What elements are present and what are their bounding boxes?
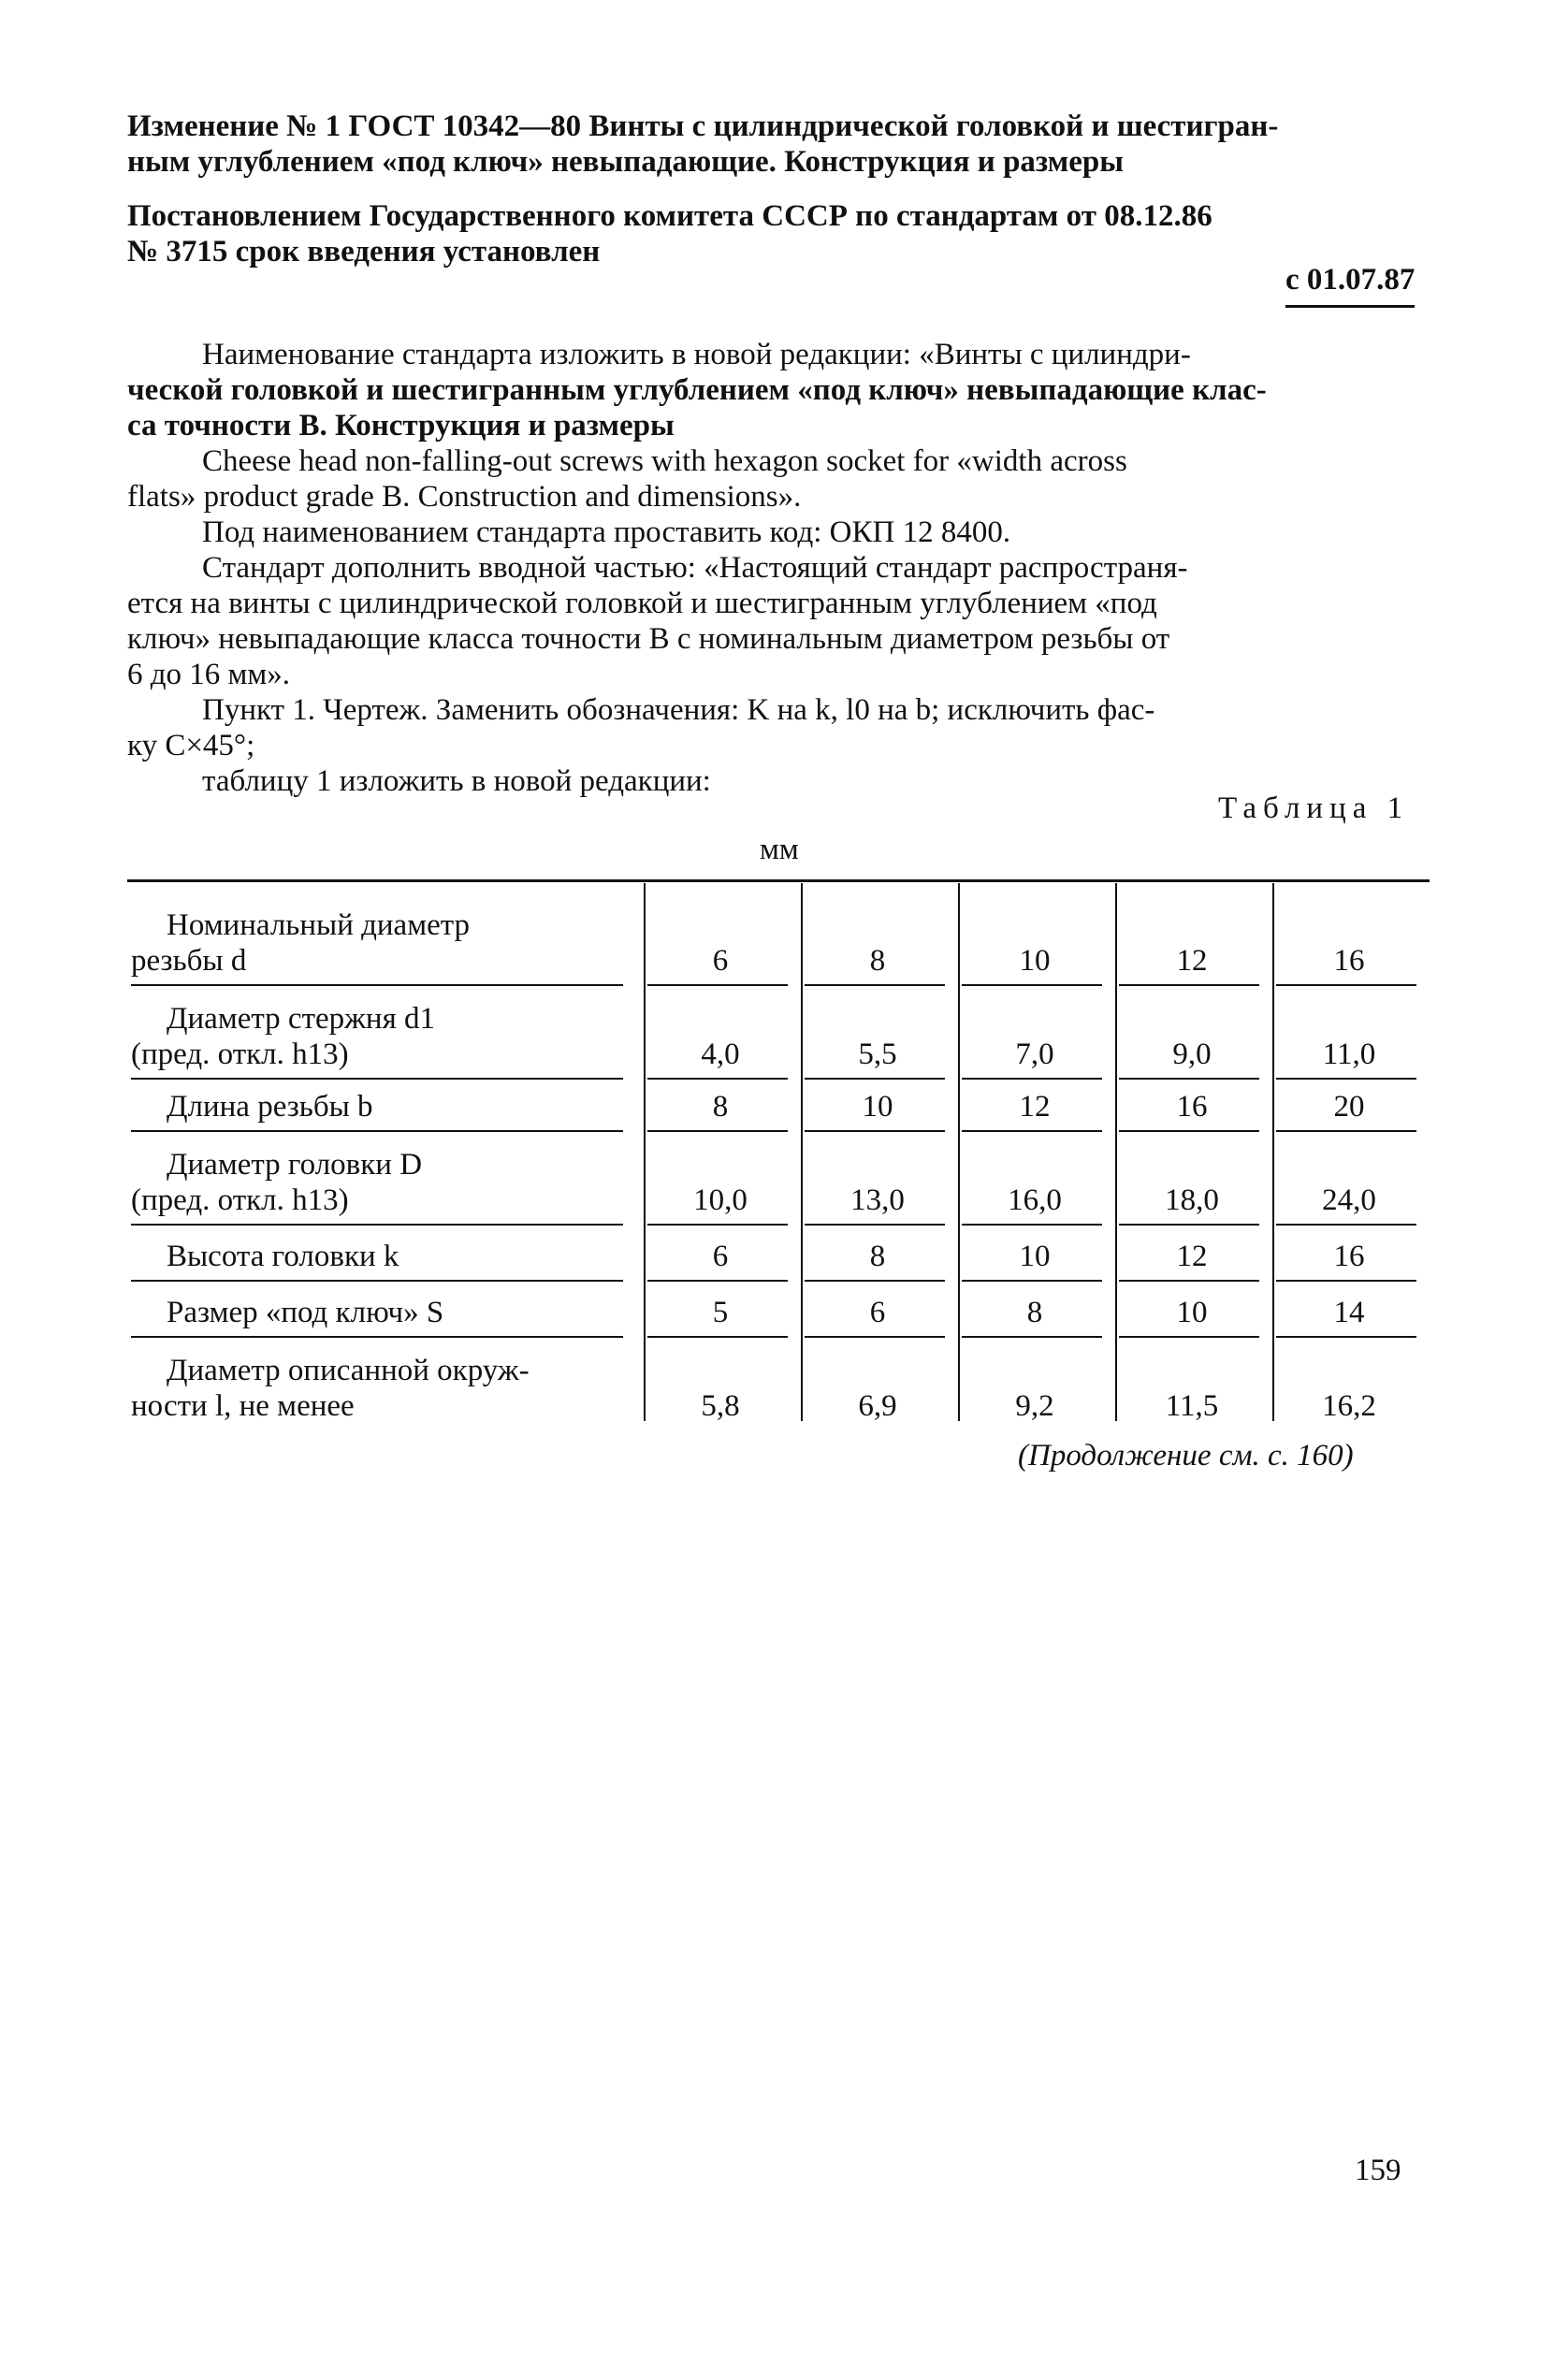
- okp-code-line: Под наименованием стандарта проставить код: ОКП 12 8400.: [202, 515, 1011, 549]
- table-row-label: [131, 1147, 617, 1218]
- paragraph-line: таблицу 1 изложить в новой редакции:: [202, 764, 711, 798]
- table-cell: 6,9: [858, 1389, 897, 1423]
- table-cell: 8: [1026, 1296, 1043, 1329]
- table-row-label: [131, 1353, 617, 1424]
- row-label-line: (пред. откл. h13): [131, 1183, 349, 1217]
- table-row-rule: [1276, 1280, 1416, 1282]
- table-cell: 11,5: [1165, 1389, 1219, 1423]
- table-cell: 20: [1333, 1090, 1365, 1124]
- row-label-line: (пред. откл. h13): [131, 1037, 349, 1071]
- table-row-label: [131, 1239, 617, 1274]
- table-row-rule: [805, 1130, 945, 1132]
- row-label-line: Высота головки k: [167, 1240, 399, 1273]
- paragraph-line: Стандарт дополнить вводной частью: «Настоящий стандарт распространя-: [202, 551, 1188, 585]
- table-row-rule: [1119, 1078, 1259, 1080]
- row-label-line: Диаметр описанной окруж-: [167, 1354, 530, 1387]
- paragraph-line: Пункт 1. Чертеж. Заменить обозначения: K на k, l0 на b; исключить фас-: [202, 693, 1155, 727]
- table-row-rule: [1119, 1336, 1259, 1338]
- row-label-line: Размер «под ключ» S: [167, 1296, 444, 1329]
- table-row-rule: [131, 1336, 623, 1338]
- table-row-label: [131, 1001, 617, 1072]
- table-row-label: [131, 907, 617, 979]
- table-row-rule: [805, 984, 945, 986]
- paragraph-line: 6 до 16 мм».: [127, 658, 291, 691]
- table-row-rule: [962, 984, 1102, 986]
- table-row-rule: [131, 1078, 623, 1080]
- table-row-rule: [1119, 1224, 1259, 1226]
- table-cell: 12: [1019, 1090, 1051, 1124]
- title-line-1: Изменение № 1 ГОСТ 10342—80 Винты с цилиндрической головкой и шестигран-: [127, 109, 1279, 143]
- table-cell: 10: [1019, 944, 1051, 978]
- table-row-rule: [131, 1130, 623, 1132]
- paragraph-line: са точности В. Конструкция и размеры: [127, 409, 675, 443]
- table-row-rule: [962, 1280, 1102, 1282]
- decree-line-1: Постановлением Государственного комитета СССР по стандартам от 08.12.86: [127, 199, 1212, 233]
- row-label-line: ности l, не менее: [131, 1389, 355, 1423]
- table-row-rule: [962, 1130, 1102, 1132]
- decree-line-2: № 3715 срок введения установлен: [127, 235, 601, 268]
- paragraph-line: ческой головкой и шестигранным углублением «под ключ» невыпадающие клас-: [127, 373, 1267, 407]
- row-label-line: Номинальный диаметр: [167, 908, 471, 942]
- english-title-line: flats» product grade B. Construction and dimensions».: [127, 480, 802, 514]
- table-cell: 16: [1333, 944, 1365, 978]
- table-row-rule: [962, 1336, 1102, 1338]
- row-label-line: Диаметр стержня d1: [167, 1002, 436, 1036]
- table-row-label: [131, 1295, 617, 1330]
- table-cell: 18,0: [1165, 1183, 1219, 1217]
- table-row-rule: [1119, 1130, 1259, 1132]
- table-cell: 5,5: [858, 1037, 897, 1071]
- table-row-rule: [1119, 1280, 1259, 1282]
- title-line-2: ным углублением «под ключ» невыпадающие. Конструкция и размеры: [127, 145, 1124, 179]
- paragraph-line: ется на винты с цилиндрической головкой и шестигранным углублением «под: [127, 587, 1157, 620]
- table-cell: 16,0: [1008, 1183, 1062, 1217]
- title-rename-text: Наименование стандарта изложить в новой редакции: «Винты с цилиндри-: [202, 338, 1191, 371]
- table-cell: 6: [712, 1240, 729, 1273]
- table-row-rule: [805, 1280, 945, 1282]
- table-row-rule: [647, 1280, 788, 1282]
- table-row-rule: [962, 1224, 1102, 1226]
- effective-date: с 01.07.87: [1285, 262, 1415, 308]
- paragraph-line: ку C×45°;: [127, 729, 255, 762]
- row-label-line: Диаметр головки D: [167, 1148, 423, 1182]
- table-cell: 8: [712, 1090, 729, 1124]
- table-row-rule: [131, 1280, 623, 1282]
- english-title-line: Cheese head non-falling-out screws with hexagon socket for «width across: [202, 444, 1127, 478]
- table-caption: Таблица 1: [1218, 791, 1410, 825]
- table-row-rule: [1276, 1130, 1416, 1132]
- row-label-line: резьбы d: [131, 944, 247, 978]
- table-unit: мм: [760, 833, 799, 866]
- table-cell: 9,0: [1172, 1037, 1212, 1071]
- table-cell: 16: [1333, 1240, 1365, 1273]
- table-cell: 7,0: [1015, 1037, 1054, 1071]
- table-cell: 6: [712, 944, 729, 978]
- table-cell: 10: [862, 1090, 893, 1124]
- table-cell: 8: [869, 1240, 886, 1273]
- table-cell: 10: [1176, 1296, 1208, 1329]
- table-cell: 9,2: [1015, 1389, 1054, 1423]
- table-row-rule: [1119, 984, 1259, 986]
- table-cell: 12: [1176, 1240, 1208, 1273]
- table-cell: 10: [1019, 1240, 1051, 1273]
- decree-block: [127, 198, 1430, 269]
- table-row-rule: [131, 984, 623, 986]
- amendment-title: [127, 109, 1430, 180]
- table-row-rule: [805, 1224, 945, 1226]
- table-row-rule: [647, 1336, 788, 1338]
- table-row-rule: [647, 1130, 788, 1132]
- page-number: 159: [1355, 2154, 1401, 2187]
- table-cell: 12: [1176, 944, 1208, 978]
- table-row-rule: [1276, 1224, 1416, 1226]
- table-cell: 16,2: [1322, 1389, 1376, 1423]
- table-row-rule: [1276, 984, 1416, 986]
- table-row-rule: [1276, 1078, 1416, 1080]
- table-cell: 4,0: [701, 1037, 740, 1071]
- table-cell: 16: [1176, 1090, 1208, 1124]
- table-row-rule: [805, 1336, 945, 1338]
- table-row-rule: [647, 1078, 788, 1080]
- table-cell: 10,0: [693, 1183, 748, 1217]
- table-cell: 24,0: [1322, 1183, 1376, 1217]
- table-row-rule: [962, 1078, 1102, 1080]
- table-cell: 6: [869, 1296, 886, 1329]
- amendment-body: [127, 337, 1430, 799]
- table-row-rule: [1276, 1336, 1416, 1338]
- paragraph-line: [127, 337, 1430, 372]
- table-cell: 13,0: [850, 1183, 905, 1217]
- table-cell: 11,0: [1322, 1037, 1376, 1071]
- table-row-rule: [647, 984, 788, 986]
- table-cell: 5: [712, 1296, 729, 1329]
- continued-note: (Продолжение см. с. 160): [1018, 1439, 1354, 1473]
- table-row-label: [131, 1089, 617, 1124]
- table-top-rule: [127, 879, 1430, 882]
- table-cell: 8: [869, 944, 886, 978]
- table-row-rule: [647, 1224, 788, 1226]
- table-row-rule: [805, 1078, 945, 1080]
- table-row-rule: [131, 1224, 623, 1226]
- table-cell: 5,8: [701, 1389, 740, 1423]
- row-label-line: Длина резьбы b: [167, 1090, 373, 1124]
- table-cell: 14: [1333, 1296, 1365, 1329]
- paragraph-line: ключ» невыпадающие класса точности В с номинальным диаметром резьбы от: [127, 622, 1170, 656]
